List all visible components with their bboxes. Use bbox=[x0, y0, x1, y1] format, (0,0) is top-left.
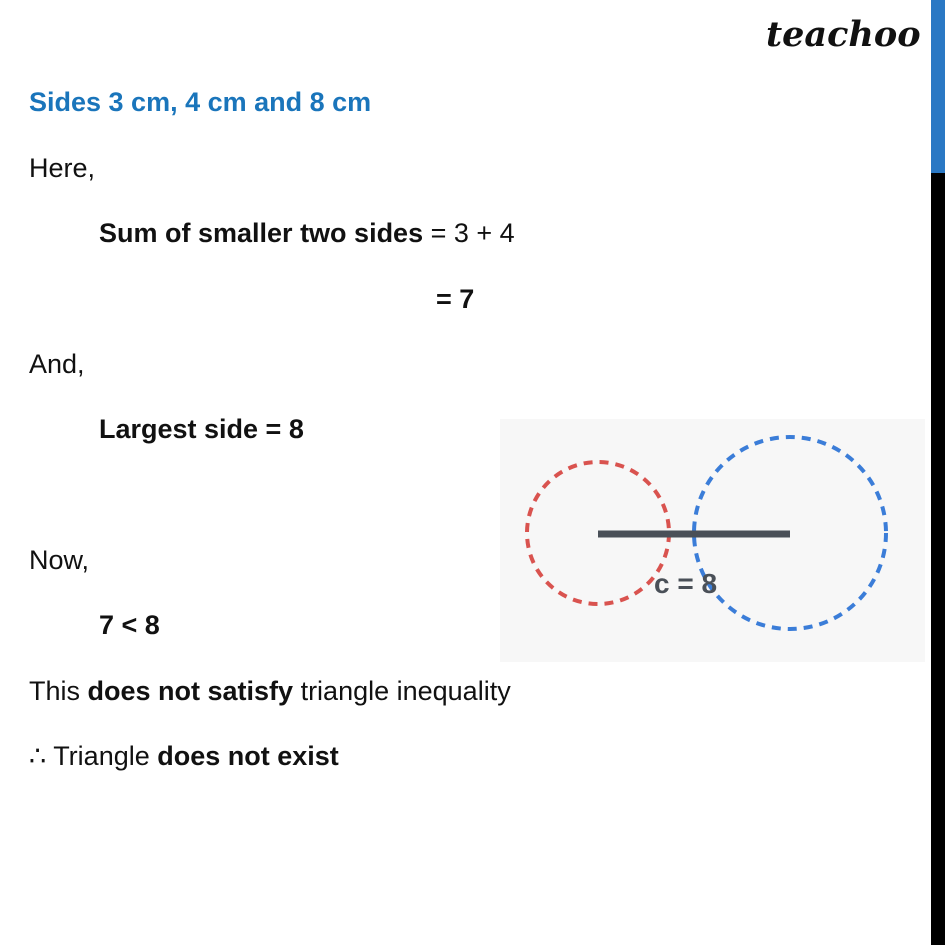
sum-line bbox=[99, 217, 515, 249]
comparison: 7 < 8 bbox=[99, 610, 160, 640]
triangle-inequality-figure bbox=[500, 419, 925, 662]
conclusion-exist-bold: does not exist bbox=[157, 741, 339, 771]
teachoo-logo: teachoo bbox=[766, 14, 921, 55]
conclusion-satisfy-pre: This bbox=[29, 676, 88, 706]
text-and: And, bbox=[29, 349, 85, 379]
sum-rhs: = 3 + 4 bbox=[423, 218, 515, 248]
conclusion-satisfy-bold: does not satisfy bbox=[87, 676, 294, 706]
conclusion-satisfy bbox=[29, 675, 511, 707]
page-title: Sides 3 cm, 4 cm and 8 cm bbox=[29, 87, 372, 117]
text-here: Here, bbox=[29, 153, 96, 183]
sum-label: Sum of smaller two sides bbox=[99, 218, 424, 248]
conclusion-exist bbox=[29, 740, 339, 772]
figure-svg bbox=[500, 419, 925, 662]
sum-result: = 7 bbox=[436, 284, 475, 314]
conclusion-exist-pre: ∴ Triangle bbox=[29, 741, 158, 771]
text-now: Now, bbox=[29, 545, 90, 575]
side-bar-accent bbox=[931, 0, 945, 173]
largest-side: Largest side = 8 bbox=[99, 414, 304, 444]
side-c-label: c = 8 bbox=[654, 568, 718, 599]
conclusion-satisfy-post: triangle inequality bbox=[293, 676, 511, 706]
